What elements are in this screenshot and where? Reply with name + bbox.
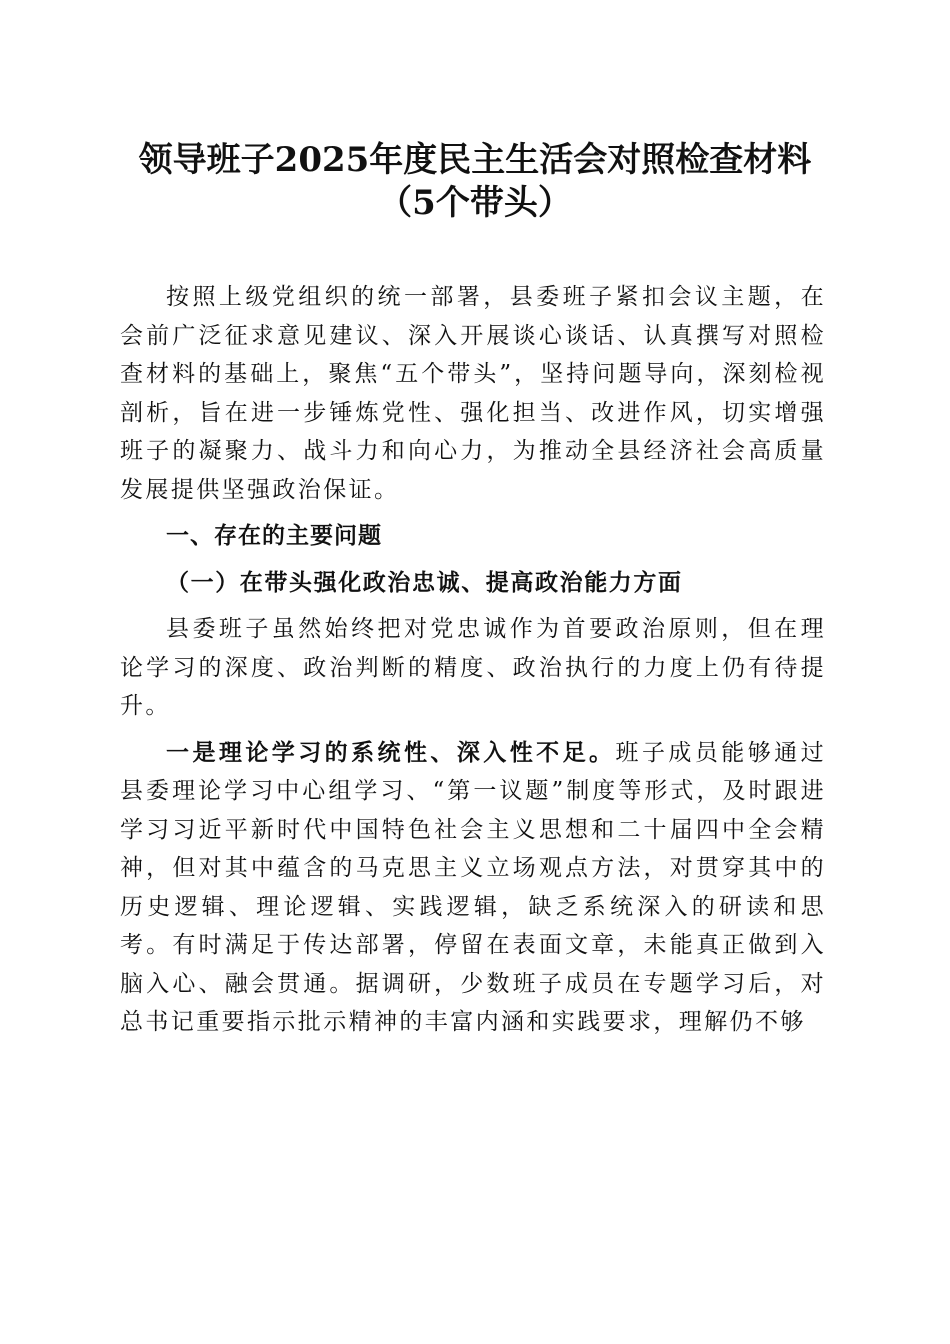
document-title: 领导班子2025年度民主生活会对照检查材料 — [138, 140, 812, 180]
subsection-heading: （一）在带头强化政治忠诚、提高政治能力方面 — [166, 568, 683, 596]
point-body-text: 班子成员能够通过县委理论学习中心组学习、“第一议题”制度等形式，及时跟进学习习近平新时代中国特色社会主义思想和二十届四中全会精神，但对其中蕴含的马克思主义立场观点方法，对贯穿其中的历史逻辑、理论逻辑、实践逻辑，缺乏系统深入的研读和思考。有时满足于传达部署，停留在表面文章，未能真正做到入脑入心、融会贯通。据调研，少数班子成员在专题学习后，对总书记重要指示批示精神的丰富内涵和实践要求，理解仍不够 — [120, 739, 826, 1035]
document-body — [120, 278, 826, 1042]
point-lead-text: 一是理论学习的系统性、深入性不足。 — [166, 738, 616, 766]
intro-paragraph: 按照上级党组织的统一部署，县委班子紧扣会议主题，在会前广泛征求意见建议、深入开展谈心谈话、认真撰写对照检查材料的基础上，聚焦“五个带头”，坚持问题导向，深刻检视剖析，旨在进一步锤炼党性、强化担当、改进作风，切实增强班子的凝聚力、战斗力和向心力，为推动全县经济社会高质量发展提供坚强政治保证。 — [120, 284, 826, 503]
document-subtitle: （5个带头） — [378, 183, 572, 223]
subsection-summary-paragraph: 县委班子虽然始终把对党忠诚作为首要政治原则，但在理论学习的深度、政治判断的精度、政治执行的力度上仍有待提升。 — [120, 616, 826, 719]
section-heading: 一、存在的主要问题 — [166, 523, 382, 549]
point-paragraph — [120, 734, 826, 1042]
